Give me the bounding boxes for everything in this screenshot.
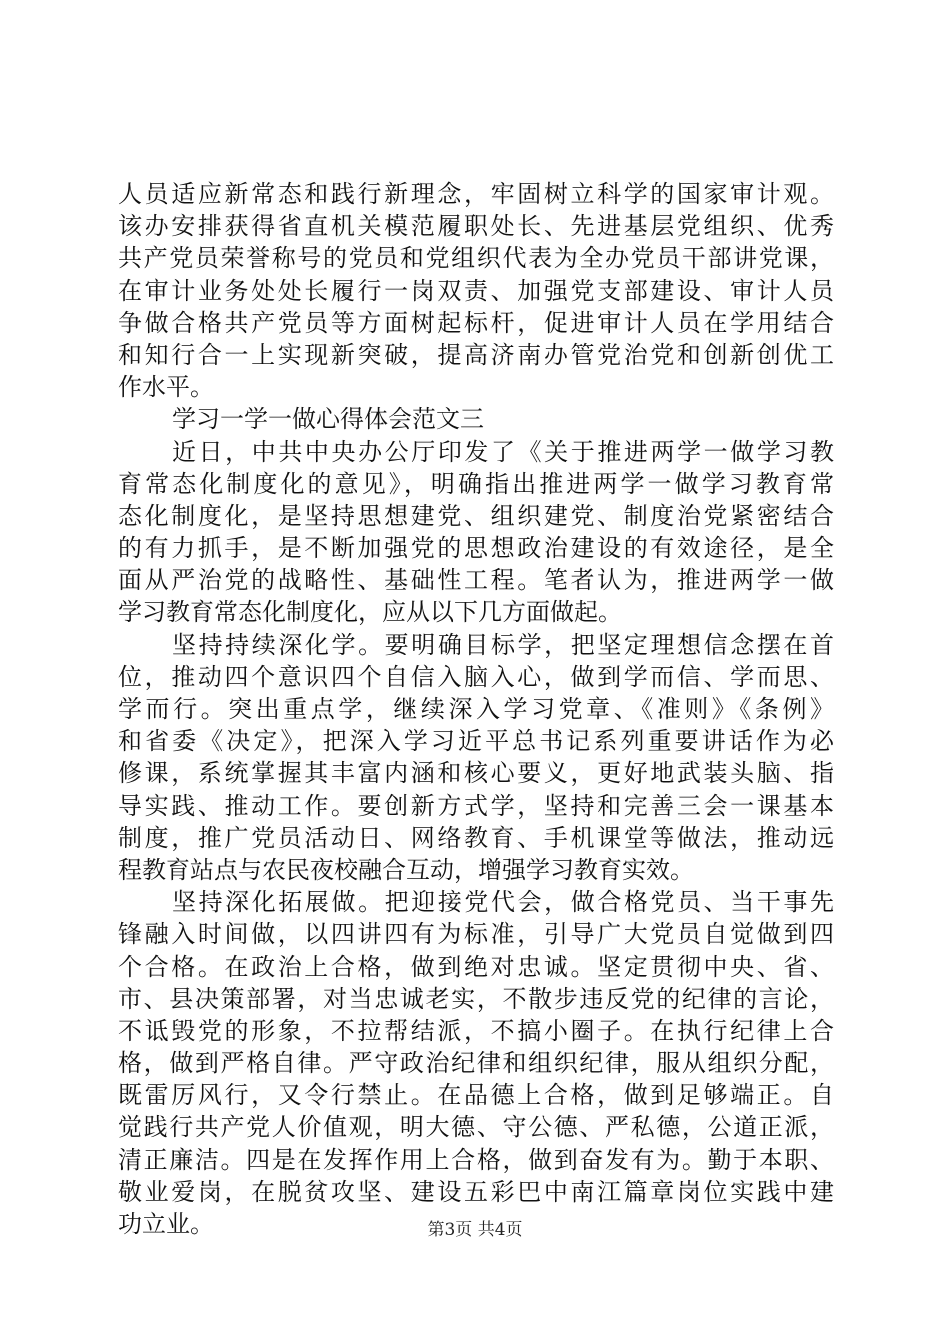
text-line: 清正廉洁。四是在发挥作用上合格，做到奋发有为。勤于本职、 bbox=[118, 1145, 834, 1174]
text-line: 在审计业务处处长履行一岗双责、加强党支部建设、审计人员 bbox=[118, 276, 834, 305]
text-line: 态化制度化，是坚持思想建党、组织建党、制度治党紧密结合 bbox=[118, 501, 834, 530]
text-line: 人员适应新常态和践行新理念，牢固树立科学的国家审计观。 bbox=[118, 180, 834, 208]
page-number-footer: 第3页 共4页 bbox=[427, 1220, 523, 1240]
text-line: 面从严治党的战略性、基础性工程。笔者认为，推进两学一做 bbox=[118, 566, 834, 595]
text-line: 市、县决策部署，对当忠诚老实，不散步违反党的纪律的言论， bbox=[118, 984, 834, 1013]
text-line: 和知行合一上实现新突破，提高济南办管党治党和创新创优工 bbox=[118, 340, 834, 369]
text-line: 导实践、推动工作。要创新方式学，坚持和完善三会一课基本 bbox=[118, 791, 834, 820]
text-line: 近日，中共中央办公厅印发了《关于推进两学一做学习教 bbox=[172, 437, 834, 466]
text-line: 学习教育常态化制度化，应从以下几方面做起。 bbox=[118, 598, 622, 627]
text-line: 共产党员荣誉称号的党员和党组织代表为全办党员干部讲党课， bbox=[118, 244, 834, 273]
paragraph-study bbox=[118, 629, 834, 887]
text-line: 敬业爱岗，在脱贫攻坚、建设五彩巴中南江篇章岗位实践中建 bbox=[118, 1177, 834, 1206]
text-line: 制度，推广党员活动日、网络教育、手机课堂等做法，推动远 bbox=[118, 823, 834, 852]
text-line: 坚持深化拓展做。把迎接党代会，做合格党员、当干事先 bbox=[172, 888, 834, 917]
text-line: 个合格。在政治上合格，做到绝对忠诚。坚定贯彻中央、省、 bbox=[118, 952, 834, 981]
text-line: 功立业。 bbox=[118, 1210, 214, 1238]
text-line: 位，推动四个意识四个自信入脑入心，做到学而信、学而思、 bbox=[118, 662, 834, 691]
text-line: 和省委《决定》，把深入学习近平总书记系列重要讲话作为必 bbox=[118, 727, 834, 756]
text-line: 程教育站点与农民夜校融合互动，增强学习教育实效。 bbox=[118, 855, 694, 884]
text-line: 坚持持续深化学。要明确目标学，把坚定理想信念摆在首 bbox=[172, 630, 834, 659]
text-line: 觉践行共产党人价值观，明大德、守公德、严私德，公道正派， bbox=[118, 1113, 834, 1142]
text-line: 不诋毁党的形象，不拉帮结派，不搞小圈子。在执行纪律上合 bbox=[118, 1016, 834, 1045]
text-line: 格，做到严格自律。严守政治纪律和组织纪律，服从组织分配， bbox=[118, 1049, 834, 1078]
paragraph-intro bbox=[118, 436, 834, 629]
text-line: 育常态化制度化的意见》，明确指出推进两学一做学习教育常 bbox=[118, 469, 834, 498]
body-text bbox=[118, 178, 834, 1240]
text-line: 修课，系统掌握其丰富内涵和核心要义，更好地武装头脑、指 bbox=[118, 759, 834, 788]
heading-line: 学习一学一做心得体会范文三 bbox=[172, 405, 484, 434]
text-line: 学而行。突出重点学，继续深入学习党章、《准则》《条例》 bbox=[118, 695, 834, 723]
text-line: 锋融入时间做，以四讲四有为标准，引导广大党员自觉做到四 bbox=[118, 920, 834, 949]
paragraph-continuation bbox=[118, 178, 834, 403]
text-line: 争做合格共产党员等方面树起标杆，促进审计人员在学用结合 bbox=[118, 308, 834, 337]
text-line: 的有力抓手，是不断加强党的思想政治建设的有效途径，是全 bbox=[118, 534, 834, 563]
section-heading bbox=[118, 403, 834, 435]
paragraph-practice bbox=[118, 886, 834, 1240]
text-line: 该办安排获得省直机关模范履职处长、先进基层党组织、优秀 bbox=[118, 212, 834, 241]
text-line: 既雷厉风行，又令行禁止。在品德上合格，做到足够端正。自 bbox=[118, 1081, 834, 1110]
text-line: 作水平。 bbox=[118, 373, 214, 402]
